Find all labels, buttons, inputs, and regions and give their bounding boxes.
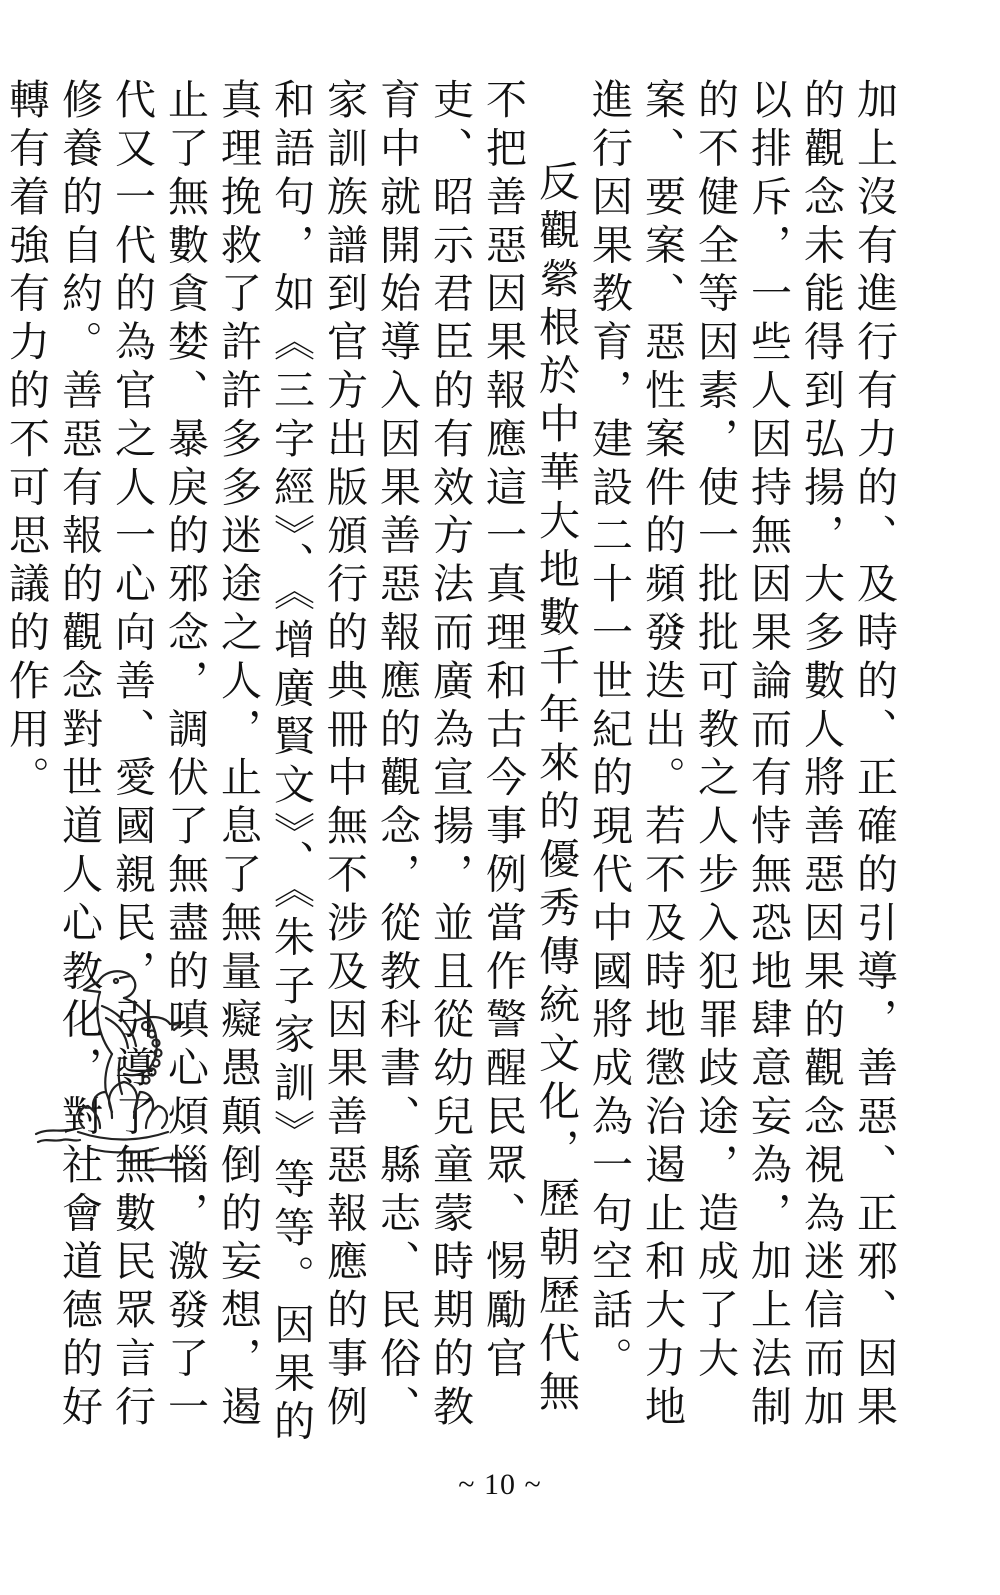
page-number: ~ 10 ~ xyxy=(458,1468,542,1501)
bird-on-lotus-icon xyxy=(28,962,208,1182)
body-text xyxy=(0,78,900,1458)
paragraph-1: 加上沒有進行有力的、及時的、正確的引導，善惡、正邪、因果的觀念未能得到弘揚，大多數人將善惡因果的觀念視為迷信而加以排斥，一些人因持無因果論而有恃無恐地肆意妄為，加上法制的不健全等因素，使一批批可教之人步入犯罪歧途，造成了大案、要案、惡性案件的頻發迭出。若不及時地懲治遏止和大力地進行因果教育，建設二十一世紀的現代中國將成為一句空話。 xyxy=(585,78,898,1434)
paragraph-2: 反觀縈根於中華大地數千年來的優秀傳統文化，歷朝歷代無不把善惡因果報應這一真理和古今事例當作警醒民眾、惕勵官吏、昭示君臣的有效方法而廣為宣揚，並且從幼兒童蒙時期的教育中就開始導入因果善惡報應的觀念，從教科書、縣志、民俗、家訓族譜到官方出版頒行的典冊中無不涉及因果善惡報應的事例和語句，如《三字經》、《增廣賢文》、《朱子家訓》等等。因果的真理挽救了許許多多迷途之人，止息了無量癡愚顛倒的妄想，遏止了無數貪婪、暴戾的邪念，調伏了無盡的嗔心煩惱，激發了一代又一代的為官之人一心向善、愛國親民，引導了無數民眾言行修養的自約。善惡有報的觀念對世道人心教化，對社會道德的好轉有着強有力的不可思議的作用。 xyxy=(2,78,580,1448)
